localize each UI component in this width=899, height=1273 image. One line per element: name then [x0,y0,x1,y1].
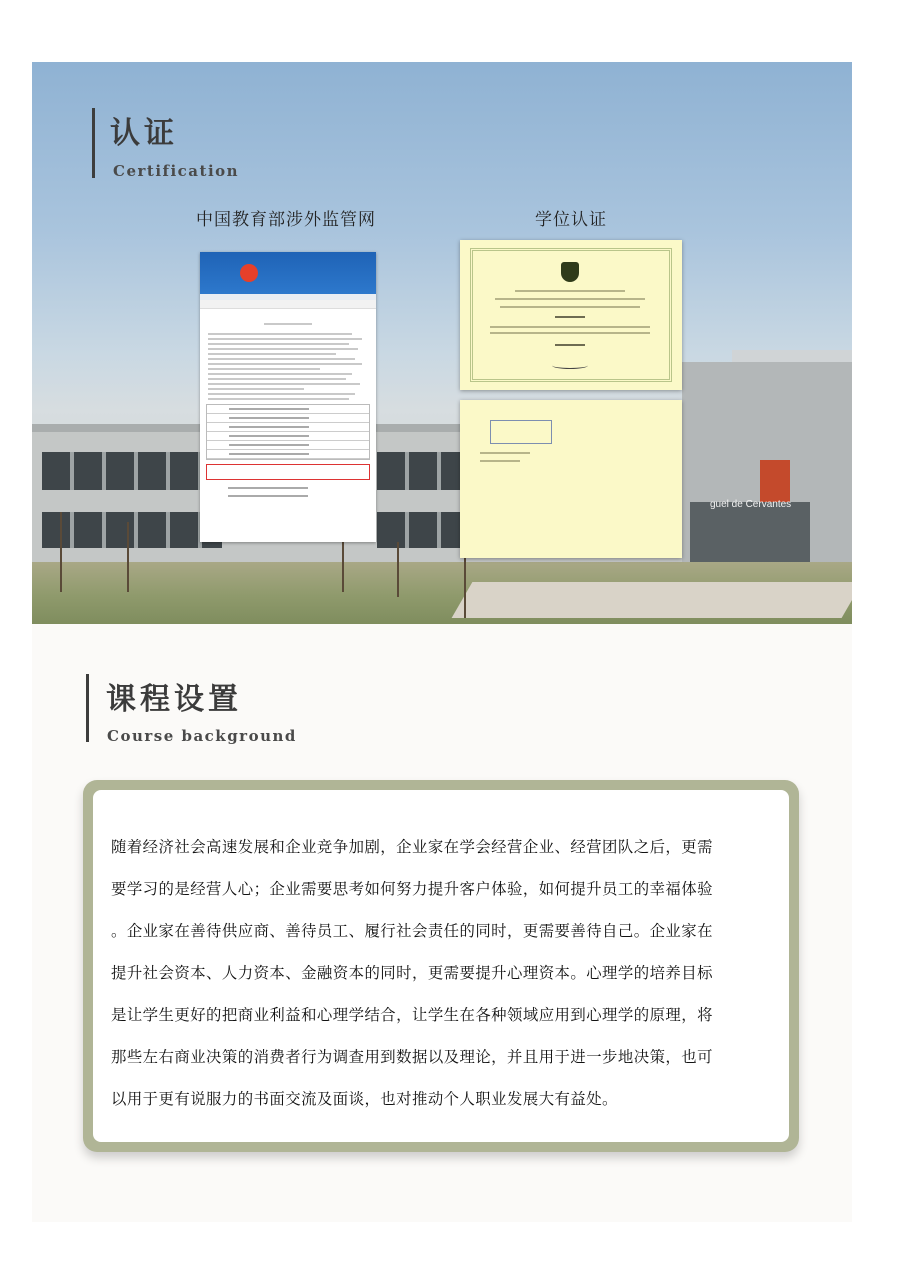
official-stamp-icon [490,420,552,444]
course-description-inner [93,790,789,1142]
signature [552,362,588,369]
paragraph-line: 是让学生更好的把商业利益和心理学结合，让学生在各种领域应用到心理学的原理，将 [111,1006,713,1024]
section-title-bar [92,108,95,178]
paragraph-line: 要学习的是经营人心；企业需要思考如何努力提升客户体验，如何提升员工的幸福体验 [111,880,713,898]
building-windows [377,452,467,490]
moe-website-screenshot [200,252,376,542]
section-title-certification: 认证 [110,116,178,151]
course-description-text [111,826,775,1120]
building-windows [42,512,222,548]
degree-certificate [460,240,682,390]
website-header [200,252,376,294]
tree [397,542,399,597]
walkway [452,582,852,618]
section-title-bar [86,674,89,742]
building-sign: guel de Cervantes [710,499,792,510]
paragraph-line: 提升社会资本、人力资本、金融资本的同时，更需要提升心理资本。心理学的培养目标 [111,964,713,982]
website-university-table [206,484,370,500]
building-windows [42,452,222,490]
lamp-post [464,552,466,618]
section-subtitle-certification: Certification [113,162,240,180]
university-crest-icon [561,262,579,282]
building-windows [377,512,467,548]
highlighted-university-entry [206,464,370,480]
website-search-bar [200,300,376,309]
website-university-table [206,404,370,460]
caption-moe-supervision-site: 中国教育部涉外监管网 [196,210,376,230]
caption-degree-certification: 学位认证 [535,210,607,230]
paragraph-line: 那些左右商业决策的消费者行为调查用到数据以及理论，并且用于进一步地决策，也可 [111,1048,713,1066]
tree [60,512,62,592]
section-title-course: 课程设置 [106,682,242,717]
paragraph-line: 随着经济社会高速发展和企业竞争加剧，企业家在学会经营企业、经营团队之后，更需 [111,838,713,856]
tree [127,522,129,592]
website-body-text [200,309,376,400]
course-description-card [83,780,799,1152]
website-logo-icon [240,264,258,282]
degree-certificate-back [460,400,682,558]
section-subtitle-course: Course background [107,727,297,745]
paragraph-line: 。企业家在善待供应商、善待员工、履行社会责任的同时，更需要善待自己。企业家在 [111,922,713,940]
paragraph-line: 以用于更有说服力的书面交流及面谈，也对推动个人职业发展大有益处。 [111,1090,618,1108]
